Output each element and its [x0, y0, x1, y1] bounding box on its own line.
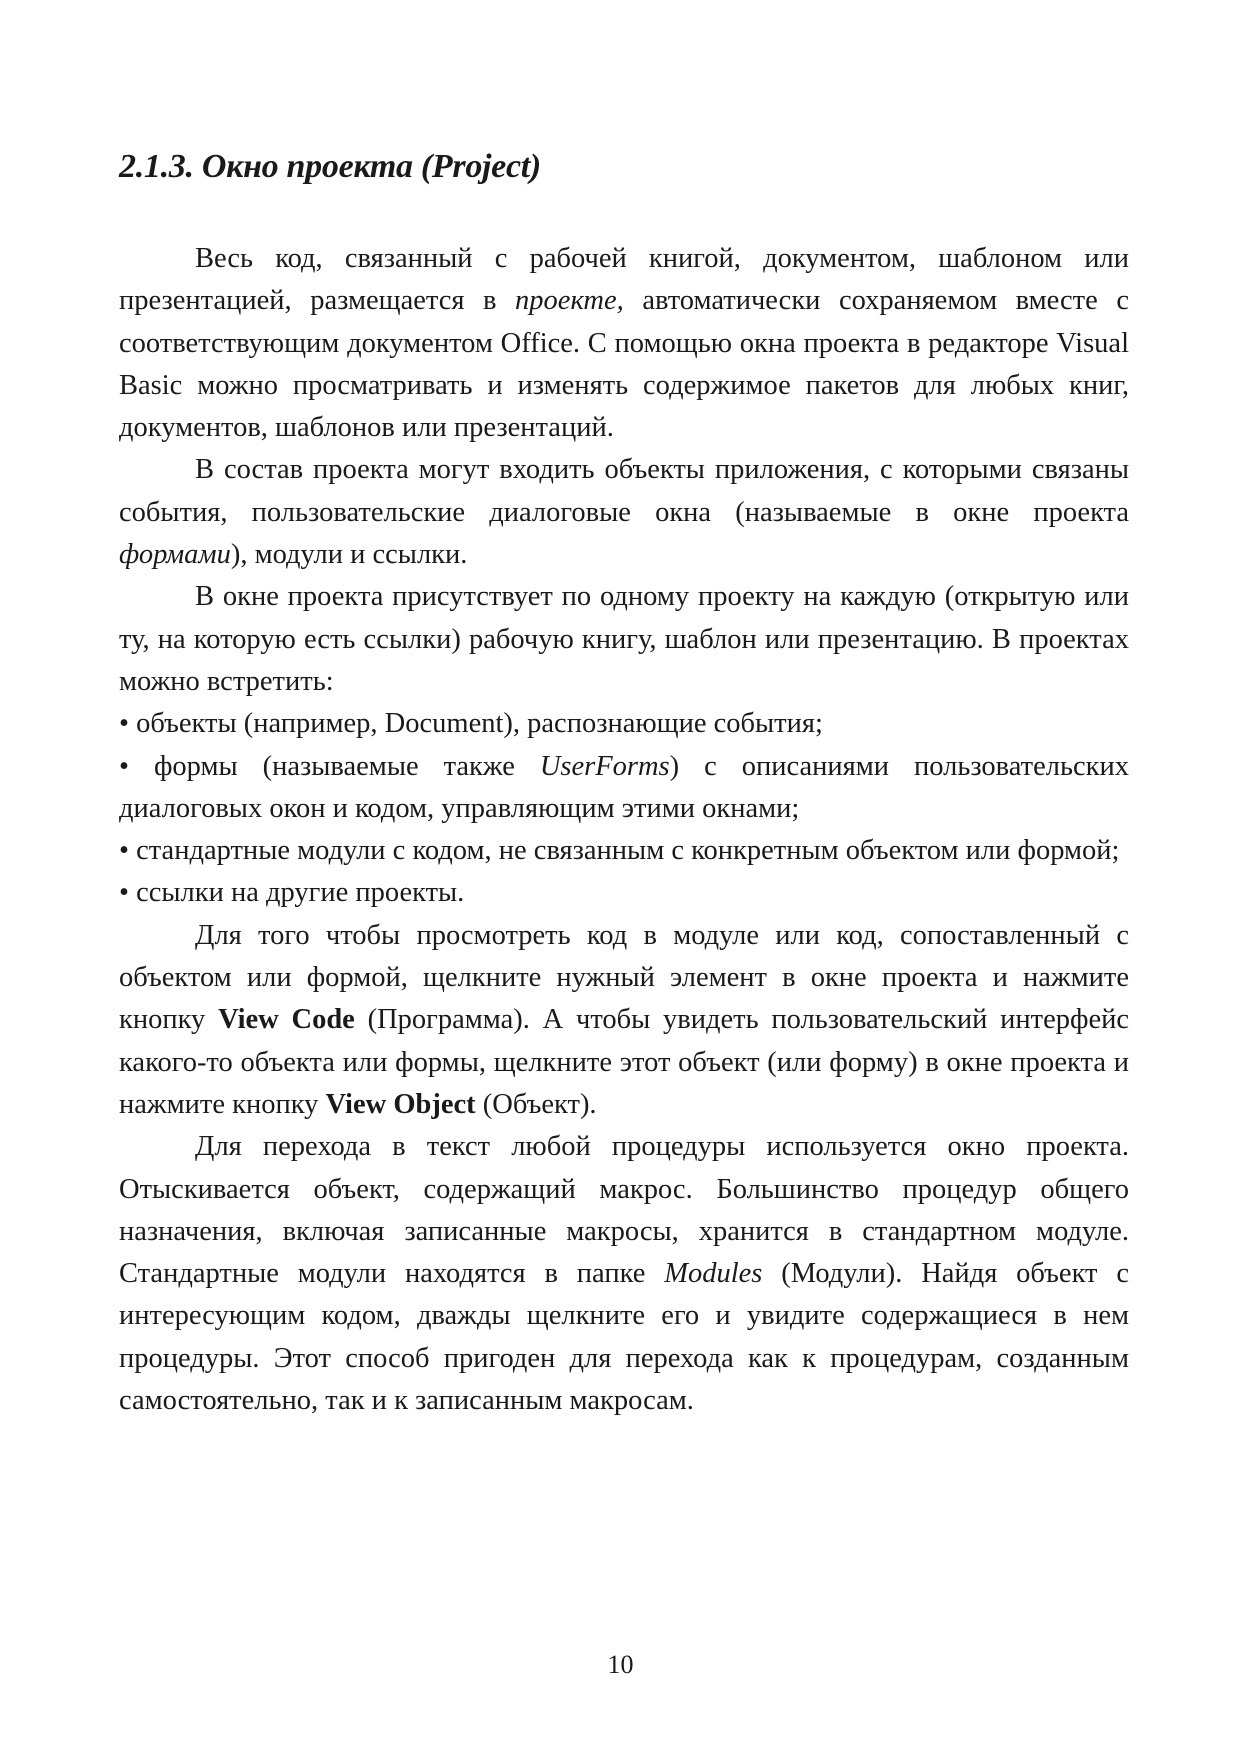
text: • стандартные модули с кодом, не связанным с конкретным объектом или формой;: [119, 835, 1120, 867]
section-heading: 2.1.3. Окно проекта (Project): [119, 148, 541, 185]
text: • объекты (например, Document), распознающие события;: [119, 708, 823, 740]
italic-term: формами: [119, 539, 231, 571]
text: (Программа). А чтобы увидеть пользовательский интерфейс какого-то объекта или формы, щелкните этот объект (или форму) в окне проекта и нажмите кнопку: [119, 1004, 1130, 1120]
paragraph: [119, 1126, 1129, 1422]
text: • формы (называемые также: [119, 750, 540, 782]
text: (Объект).: [475, 1088, 597, 1120]
italic-term: Modules: [664, 1258, 763, 1290]
paragraph: В окне проекта присутствует по одному проекту на каждую (открытую или ту, на которую есть ссылки) рабочую книгу, шаблон или презентацию. В проектах можно встретить:: [119, 581, 1129, 697]
bold-term: View Code: [218, 1004, 355, 1036]
text: ), модули и ссылки.: [230, 539, 468, 571]
italic-term: UserForms: [539, 750, 670, 782]
text: Весь код, связанный с рабочей книгой, документом, шаблоном или презентацией, размещается в: [119, 243, 1129, 317]
italic-term: проекте,: [515, 285, 624, 317]
list-item: [119, 872, 1129, 914]
text: ) с описаниями пользовательских диалоговых окон и кодом, управляющим этими окнами;: [119, 750, 1129, 824]
text: Для того чтобы просмотреть код в модуле или код, сопоставленный с объектом или формой, щелкните нужный элемент в окне проекта и нажмите кнопку: [119, 919, 1129, 1036]
list-item: [119, 703, 1129, 745]
bold-term: View Object: [325, 1088, 476, 1120]
text: В состав проекта могут входить объекты приложения, с которыми связаны события, пользовательские диалоговые окна (называемые в окне проекта: [119, 454, 1129, 528]
text: • ссылки на другие проекты.: [119, 877, 465, 909]
text: автоматически сохраняемом вместе с соответствующим документом Office. С помощью окна проекта в редакторе Visual Basic можно просматривать и изменять содержимое пакетов для любых книг, документов, шаблонов или презентаций.: [119, 285, 1129, 444]
page-number: 10: [607, 1650, 634, 1679]
text: (Модули). Найдя объект с интересующим кодом, дважды щелкните его и увидите содержащиеся в нем процедуры. Этот способ пригоден для перехода как к процедурам, созданным самостоятельно, так и к записанным макросам.: [119, 1258, 1129, 1417]
list-item: [119, 830, 1129, 872]
text: Для перехода в текст любой процедуры используется окно проекта. Отыскивается объект, содержащий макрос. Большинство процедур общего назначения, включая записанные макросы, хранится в стандартном модуле. Стандартные модули находятся в папке: [119, 1131, 1129, 1290]
list-item: [119, 746, 1129, 831]
body-text: [119, 238, 1129, 1422]
paragraph: [119, 449, 1129, 576]
paragraph: [119, 915, 1129, 1126]
paragraph: [119, 238, 1129, 449]
